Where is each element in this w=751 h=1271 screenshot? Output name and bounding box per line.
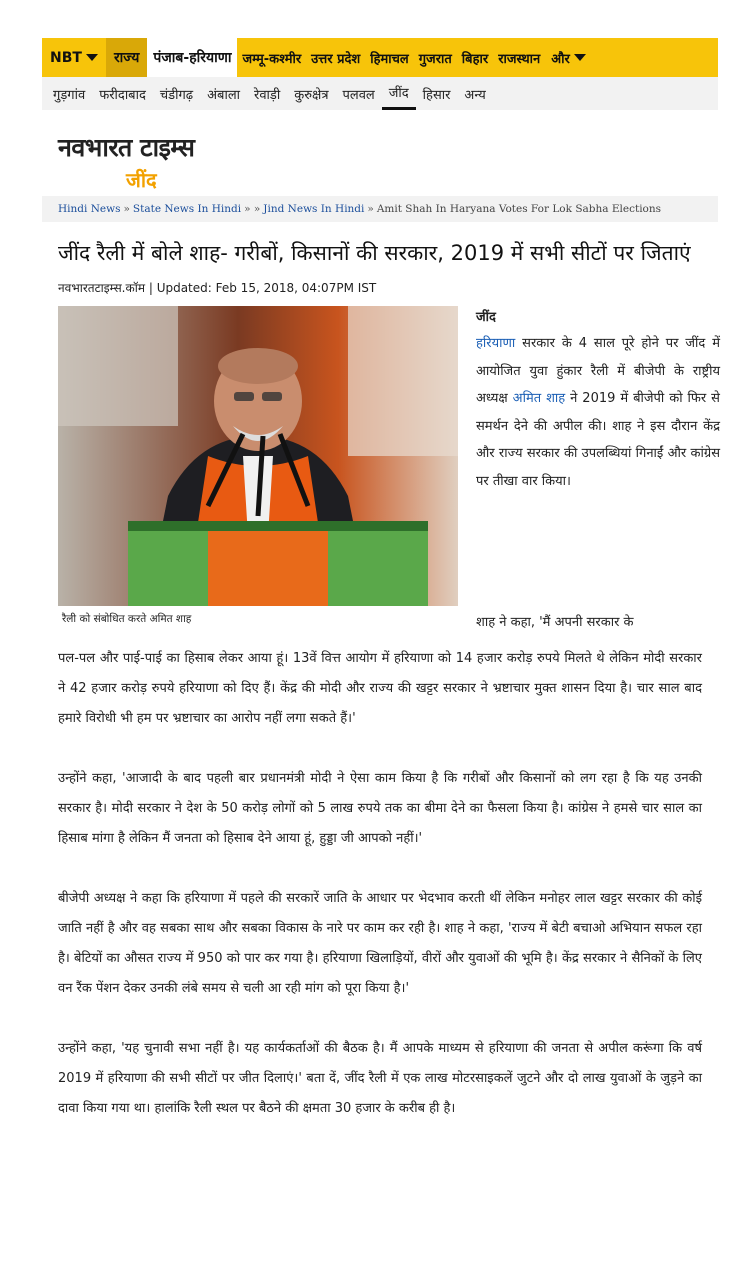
paragraph: पल-पल और पाई-पाई का हिसाब लेकर आया हूं। 13वें वित्त आयोग में हरियाणा को 14 हजार करोड़ रुपये मिलते थे लेकिन मोदी सरकार ने 42 हजार करोड़ रुपये हरियाणा को दिए हैं। केंद्र की मोदी और राज्य की खट्टर सरकार ने भ्रष्टाचार मुक्त शासन दिया है। चार साल बाद हमारे विरोधी भी हम पर भ्रष्टाचार का आरोप नहीं लगा सकते हैं।' (58, 651, 702, 726)
quote-start: शाह ने कहा, 'मैं अपनी सरकार के (476, 615, 634, 630)
nbt-menu[interactable] (42, 38, 106, 77)
paragraph: उन्होंने कहा, 'आजादी के बाद पहली बार प्रधानमंत्री मोदी ने ऐसा काम किया है कि गरीबों और किसानों को लग रहा है कि यह उनकी सरकार है। मोदी सरकार ने देश के 50 करोड़ लोगों को 5 लाख रुपये तक का बीमा देने का फैसला किया है। कांग्रेस ने हमसे चार साल का हिसाब मांगा है लेकिन मैं जनता को हिसाब देने आया हूं, हुड्डा जी आपको नहीं।' (58, 771, 702, 846)
logo-wordmark: नवभारत टाइम्स (58, 133, 195, 162)
nav-state-gujarat[interactable]: गुजरात (418, 51, 452, 67)
paragraph: बीजेपी अध्यक्ष ने कहा कि हरियाणा में पहले की सरकारें जाति के आधार पर भेदभाव करती थीं लेकिन मनोहर लाल खट्टर सरकार की कोई जाति नहीं है और वह सबका साथ और सबका विकास के नारे पर काम कर रही है। शाह ने कहा, 'राज्य में बेटी बचाओ अभियान सफल रहा है। बेटियों का औसत राज्य में 950 को पार कर गया है। हरियाणा खिलाड़ियों, वीरों और युवाओं की भूमि है। केंद्र सरकार ने सैनिकों के लिए वन रैंक पेंशन देकर उनकी लंबे समय से चली आ रही मांग को पूरा किया है।' (58, 891, 702, 996)
rajya-tab[interactable]: राज्य (106, 38, 147, 77)
nav-state-uttar-pradesh[interactable]: उत्तर प्रदेश (311, 51, 361, 67)
logo-city: जींद (126, 168, 157, 192)
photo-caption: रैली को संबोधित करते अमित शाह (62, 613, 192, 625)
lead-block (58, 306, 720, 636)
byline-separator: | (148, 281, 157, 295)
article (42, 236, 718, 1124)
city-palwal[interactable]: पलवल (342, 87, 375, 103)
state-nav (42, 38, 718, 77)
chevron-down-icon (574, 54, 586, 61)
nav-state-punjab-haryana[interactable]: पंजाब-हरियाणा (147, 38, 237, 77)
city-ambala[interactable]: अंबाला (207, 87, 240, 103)
caret-down-icon (86, 54, 98, 61)
more-menu[interactable] (545, 49, 586, 67)
page-title: जींद रैली में बोले शाह- गरीबों, किसानों की सरकार, 2019 में सभी सीटों पर जिताएं (58, 241, 691, 265)
city-nav (42, 77, 718, 110)
byline-updated: Updated: Feb 15, 2018, 04:07PM IST (156, 281, 377, 295)
dateline: जींद (476, 310, 496, 325)
byline-source: नवभारतटाइम्स.कॉम (58, 281, 145, 295)
byline (58, 279, 702, 296)
breadcrumb-separator: » (367, 203, 374, 215)
lead-text-part1: सरकार के 4 साल पूरे होने पर जींद में आयोजित युवा हुंकार रैली में बीजेपी के राष्ट्रीय अध्यक्ष (476, 336, 720, 406)
nav-state-himachal[interactable]: हिमाचल (370, 51, 409, 67)
city-faridabad[interactable]: फरीदाबाद (99, 87, 146, 103)
city-kurukshetra[interactable]: कुरुक्षेत्र (294, 87, 329, 103)
breadcrumb-hindi-news[interactable]: Hindi News (58, 203, 121, 215)
breadcrumb-current: Amit Shah In Haryana Votes For Lok Sabha Elections (376, 203, 662, 215)
city-other[interactable]: अन्य (464, 87, 486, 103)
article-body (58, 644, 702, 1124)
paragraph: उन्होंने कहा, 'यह चुनावी सभा नहीं है। यह कार्यकर्ताओं की बैठक है। मैं आपके माध्यम से हरियाणा की जनता से अपील करूंगा कि वर्ष 2019 में हरियाणा की सभी सीटों पर जीत दिलाएं।' बता दें, जींद रैली में एक लाख मोटरसाइकलें जुटने और दो लाख युवाओं के जुड़ने का दावा किया गया था। हालांकि रैली स्थल पर बैठने की क्षमता 30 हजार के करीब ही है। (58, 1041, 702, 1116)
breadcrumb-separator: » (123, 203, 130, 215)
breadcrumb-jind-news[interactable]: Jind News In Hindi (263, 203, 365, 215)
nav-state-jammu-kashmir[interactable]: जम्मू-कश्मीर (242, 51, 302, 67)
site-logo[interactable] (58, 130, 718, 190)
city-chandigarh[interactable]: चंडीगढ़ (159, 87, 194, 103)
breadcrumb-separator: » » (244, 203, 261, 215)
more-label: और (551, 51, 570, 67)
link-haryana[interactable]: हरियाणा (476, 336, 516, 351)
city-hisar[interactable]: हिसार (422, 87, 451, 103)
link-amit-shah[interactable]: अमित शाह (512, 391, 566, 406)
article-photo[interactable] (58, 306, 458, 606)
breadcrumb-state-news[interactable]: State News In Hindi (132, 203, 242, 215)
city-rewari[interactable]: रेवाड़ी (254, 87, 281, 103)
lead-text (476, 306, 720, 495)
page (42, 38, 718, 1124)
speaker-photo-illustration (58, 306, 458, 606)
nbt-label: NBT (50, 49, 82, 66)
breadcrumb (42, 196, 718, 222)
nav-state-bihar[interactable]: बिहार (461, 51, 489, 67)
city-jind[interactable]: जींद (382, 77, 416, 110)
city-gurgaon[interactable]: गुड़गांव (53, 87, 86, 103)
nav-state-rajasthan[interactable]: राजस्थान (498, 51, 541, 67)
lead-text-part2: ने 2019 में बीजेपी को फिर से समर्थन देने की अपील की। शाह ने इस दौरान केंद्र और राज्य सरकार की उपलब्धियां गिनाईं और कांग्रेस पर तीखा वार किया। (476, 391, 720, 489)
